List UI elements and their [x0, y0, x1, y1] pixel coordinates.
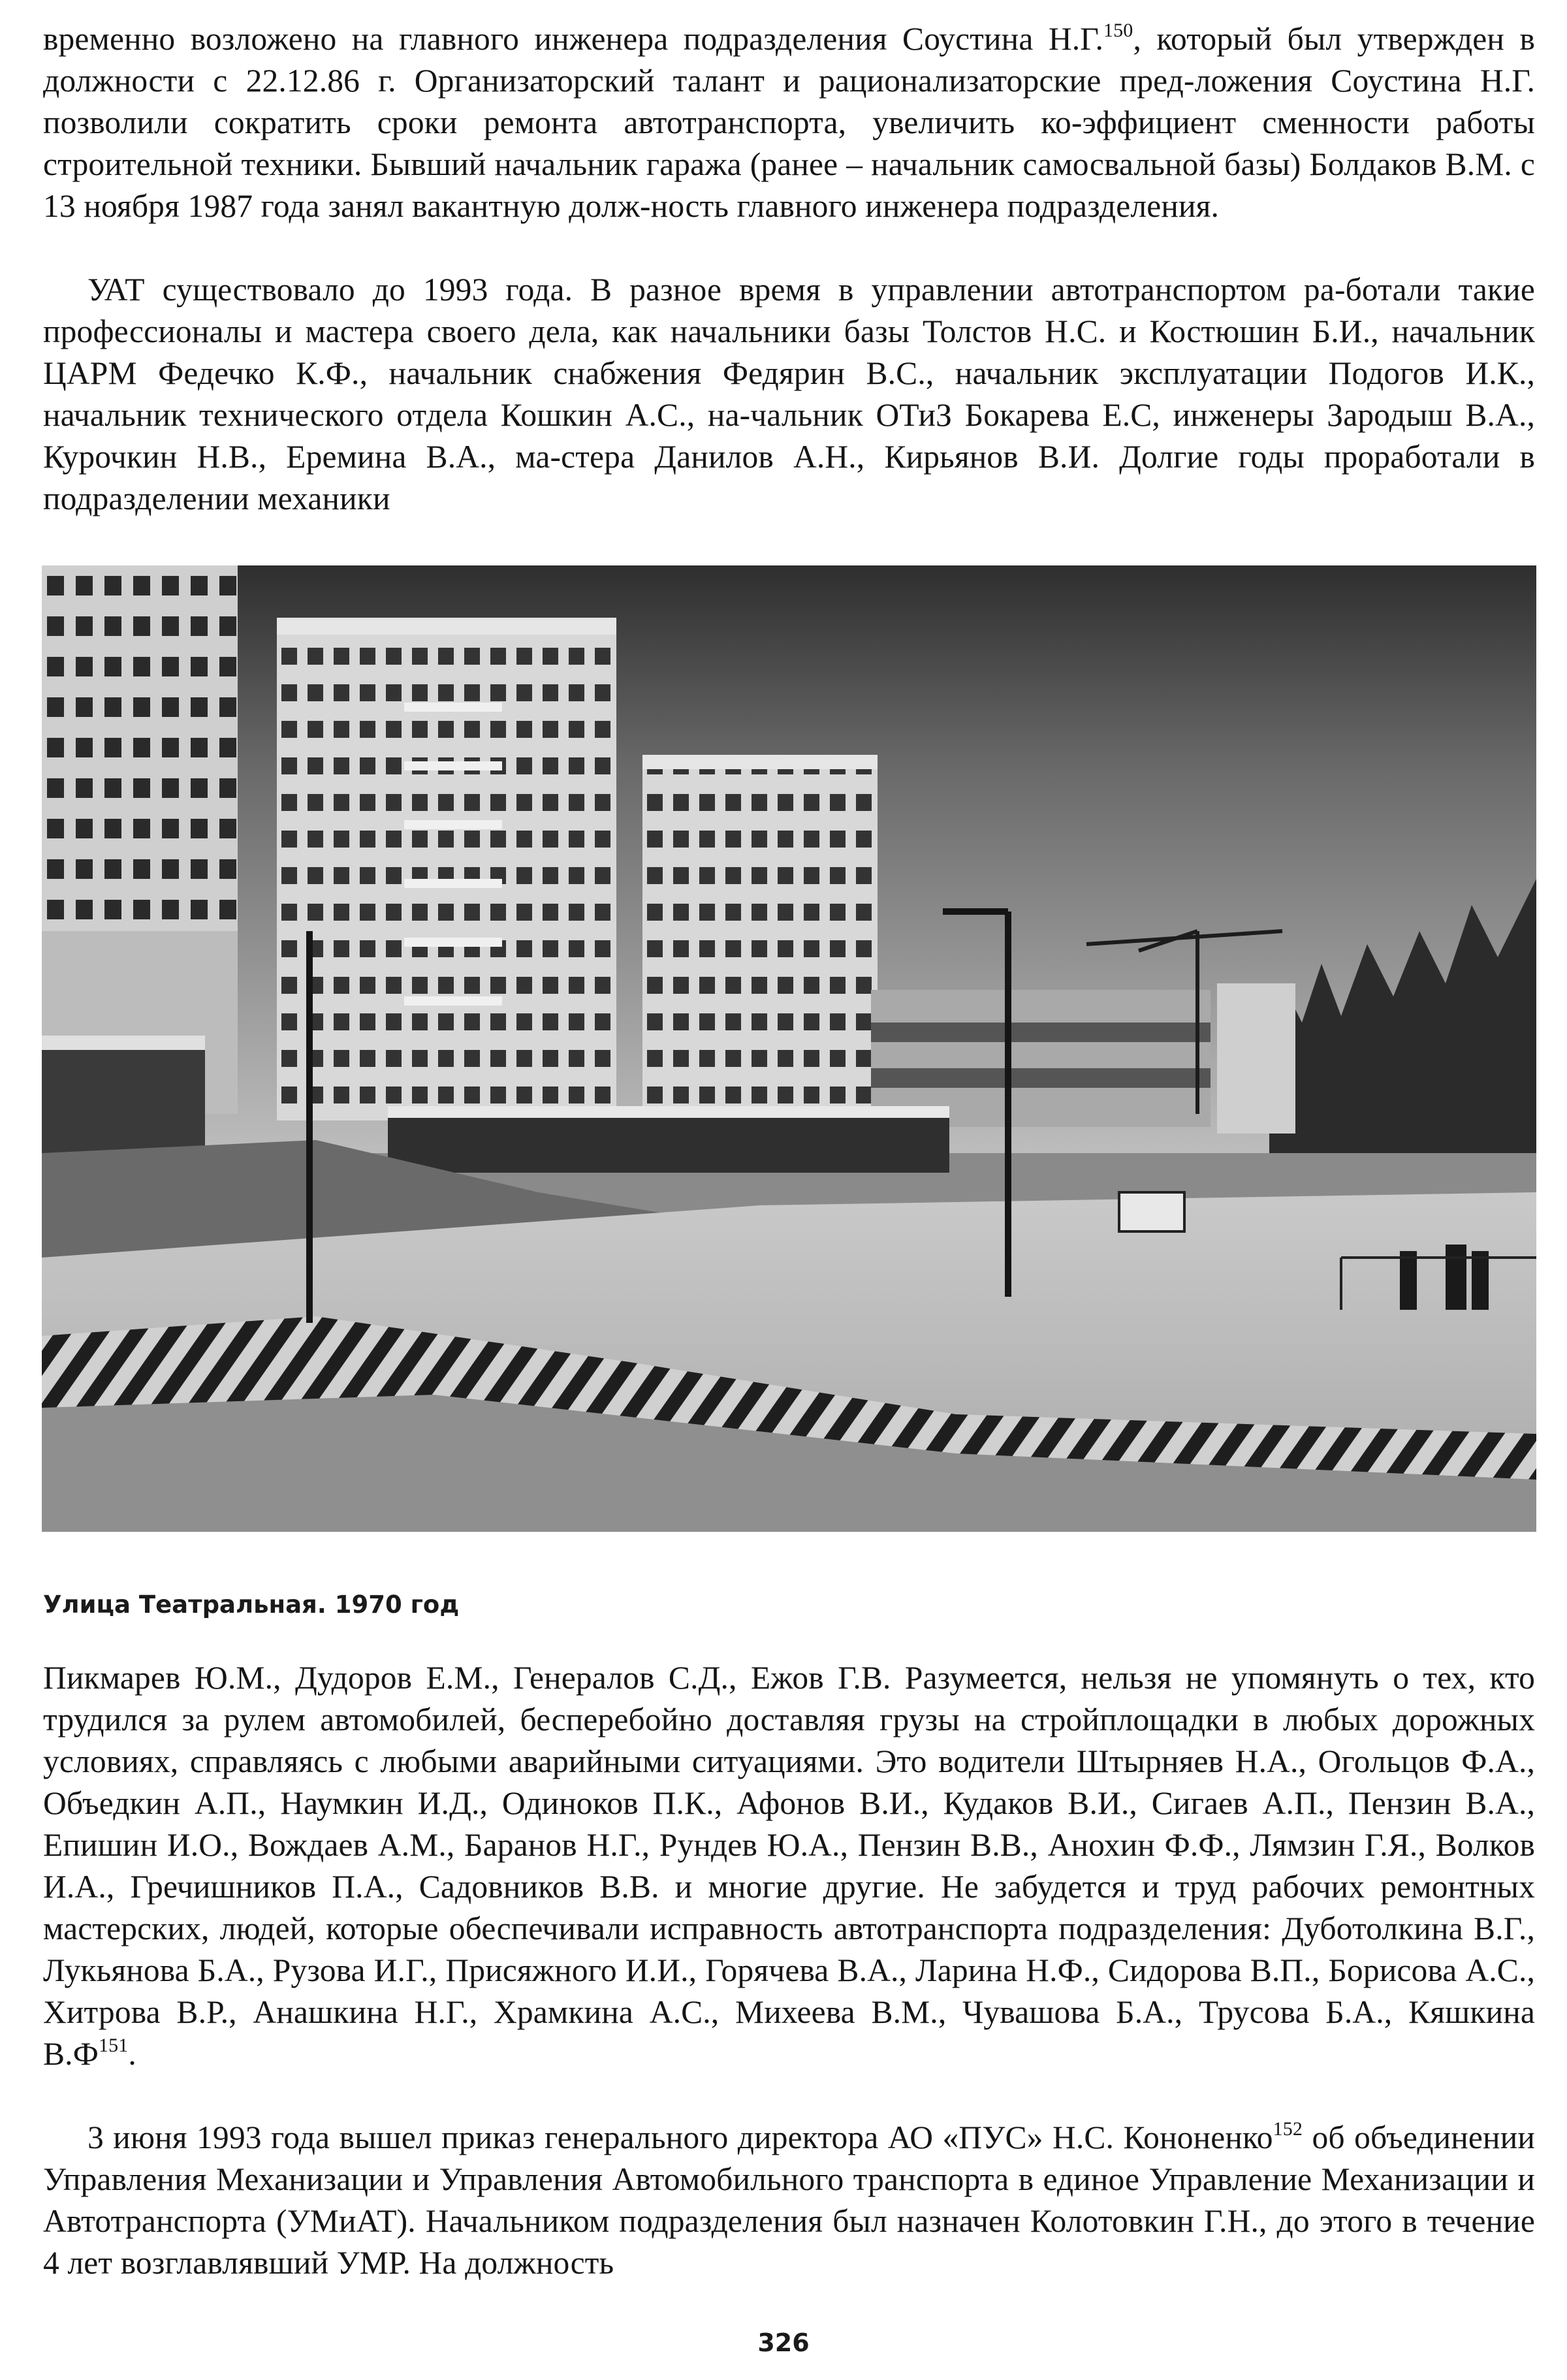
footnote-ref-152: 152 [1273, 2118, 1303, 2140]
paragraph-3-text-a: Пикмарев Ю.М., Дудоров Е.М., Генералов С.Д., Ежов Г.В. Разумеется, нельзя не упомянуть о тех, кто трудился за рулем автомобилей, бесперебойно доставляя грузы на стройплощадки в любых дорожных условиях, справляясь с любыми аварийными ситуациями. Это водители Штырняев Н.А., Огольцов Ф.А., Объедкин А.П., Наумкин И.Д., Одиноков П.К., Афонов В.И., Кудаков В.И., Сигаев А.П., Пензин В.А., Епишин И.О., Вождаев А.М., Баранов Н.Г., Рундев Ю.А., Пензин В.В., Анохин Ф.Ф., Лямзин Г.Я., Волков И.А., Гречишников П.А., Садовников В.В. и многие другие. Не забудется и труд рабочих ремонтных мастерских, людей, которые обеспечивали исправность автотранспорта подразделения: Дуботолкина В.Г., Лукьянова Б.А., Рузова И.Г., Присяжного И.И., Горячева В.А., Ларина Н.Ф., Сидорова В.П., Борисова А.С., Хитрова В.Р., Анашкина Н.Г., Храмкина А.С., Михеева В.М., Чувашова Б.А., Трусова Б.А., Кяшкина В.Ф [43, 1660, 1535, 2072]
footnote-ref-151: 151 [98, 2035, 129, 2056]
paragraph-1-text-b: , который был утвержден в должности с 22.12.86 г. Организаторский талант и рационализаторские пред-ложения Соустина Н.Г. позволили сократить сроки ремонта автотранспорта, увеличить ко-эффициент сменности работы строительной техники. Бывший начальник гаража (ранее – начальник самосвальной базы) Болдаков В.М. с 13 ноября 1987 года занял вакантную долж-ность главного инженера подразделения. [43, 21, 1535, 224]
street-photo-illustration [42, 565, 1536, 1532]
footnote-ref-150: 150 [1103, 20, 1133, 41]
paragraph-4-text-a: 3 июня 1993 года вышел приказ генерального директора АО «ПУС» Н.С. Кононенко [87, 2119, 1273, 2155]
paragraph-4-text-b: об объединении Управления Механизации и Управления Автомобильного транспорта в единое Управление Механизации и Автотранспорта (УМиАТ). Начальником подразделения был назначен Колотовкин Г.Н., до этого в течение 4 лет возглавлявший УМР. На должность [43, 2119, 1535, 2281]
paragraph-1 [43, 18, 1535, 227]
paragraph-3-text-b: . [128, 2036, 136, 2072]
paragraph-1-text-a: временно возложено на главного инженера подразделения Соустина Н.Г. [43, 21, 1103, 57]
page-number: 326 [757, 2328, 810, 2357]
paragraph-2 [43, 269, 1535, 520]
photo-caption: Улица Театральная. 1970 год [43, 1591, 460, 1619]
paragraph-4 [43, 2117, 1535, 2284]
paragraph-2-text: УАТ существовало до 1993 года. В разное время в управлении автотранспортом ра-ботали такие профессионалы и мастера своего дела, как начальники базы Толстов Н.С. и Костюшин Б.И., начальник ЦАРМ Федечко К.Ф., начальник снабжения Федярин В.С., начальник эксплуатации Подогов И.К., начальник технического отдела Кошкин А.С., на-чальник ОТиЗ Бокарева Е.С, инженеры Зародыш В.А., Курочкин Н.В., Еремина В.А., ма-стера Данилов А.Н., Кирьянов В.И. Долгие годы проработали в подразделении механики [43, 272, 1535, 516]
street-photo [42, 565, 1536, 1532]
paragraph-3 [43, 1657, 1535, 2075]
